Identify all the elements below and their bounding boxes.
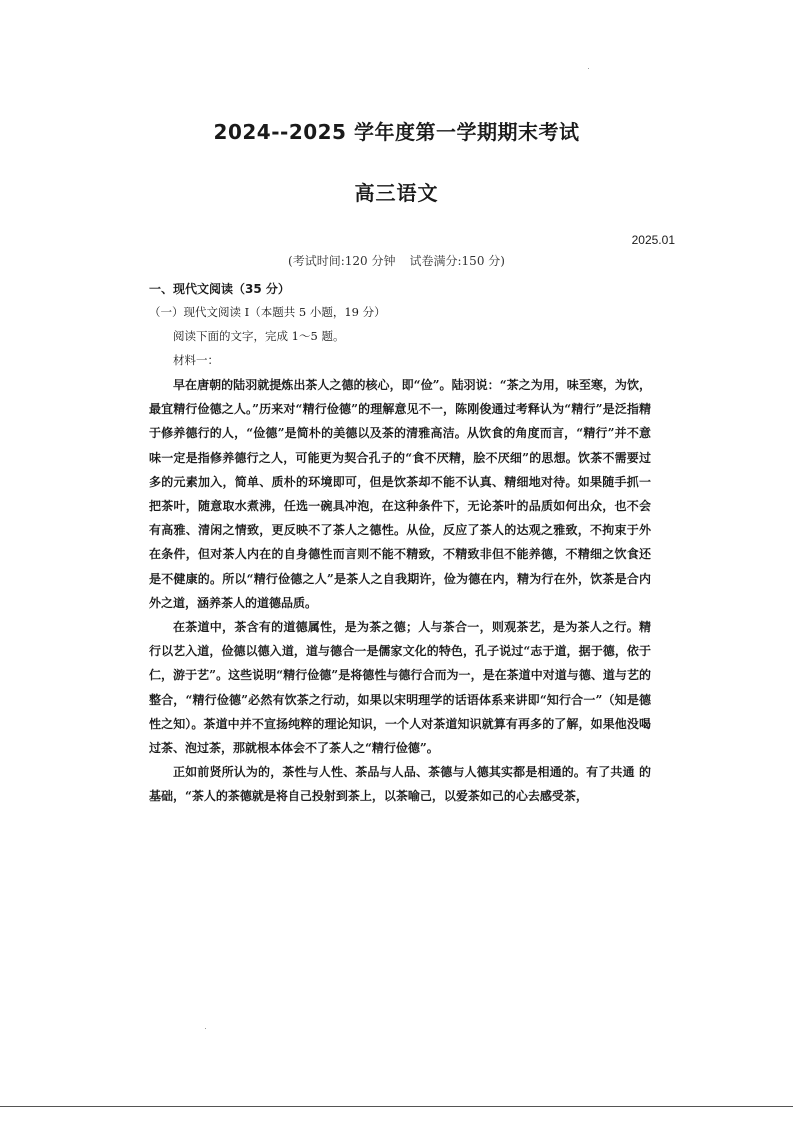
- exam-date: 2025.01: [631, 233, 675, 247]
- sub-section-heading: （一）现代文阅读 I（本题共 5 小题，19 分）: [149, 305, 386, 319]
- passage-body: [149, 373, 651, 809]
- passage-paragraph: 在茶道中，茶含有的道德属性，是为茶之德；人与茶合一，则观茶艺，是为茶人之行。精行以艺入道，俭德以德入道，道与德合一是儒家文化的特色，孔子说过“志于道，据于德，依于仁，游于艺”。这些说明“精行俭德”是将德性与德行合而为一，是在茶道中对道与德、道与艺的整合，“精行俭德”必然有饮茶之行动，如果以宋明理学的话语体系来讲即“知行合一”（知是德性之知）。茶道中并不宣扬纯粹的理论知识，一个人对茶道知识就算有再多的了解，如果他没喝过茶、泡过茶，那就根本体会不了茶人之“精行俭德”。: [149, 620, 651, 756]
- reading-instruction: 阅读下面的文字，完成 1～5 题。: [173, 329, 345, 343]
- scan-dot-mark: [205, 1028, 206, 1029]
- exam-time: (考试时间:120 分钟: [288, 254, 396, 268]
- full-score: 试卷满分:150 分): [409, 254, 505, 268]
- subject-title: 高三语文: [354, 181, 439, 205]
- scan-dot-mark: [588, 68, 589, 69]
- section-heading: 一、现代文阅读（35 分）: [149, 282, 290, 296]
- page-bottom-rule: [0, 1106, 793, 1107]
- passage-paragraph: 早在唐朝的陆羽就提炼出茶人之德的核心，即“俭”。陆羽说：“茶之为用，味至寒，为饮，最宜精行俭德之人。”历来对“精行俭德”的理解意见不一，陈刚俊通过考释认为“精行”是泛指精于修养德行的人，“俭德”是简朴的美德以及茶的清雅高洁。从饮食的角度而言，“精行”并不意味一定是指修养德行之人，可能更为契合孔子的“食不厌精，脍不厌细”的思想。饮茶不需要过多的元素加入，简单、质朴的环境即可，但是饮茶却不能不认真、精细地对待。如果随手抓一把茶叶，随意取水煮沸，任选一碗具冲泡，在这种条件下，无论茶叶的品质如何出众，也不会有高雅、清闲之情致，更反映不了茶人之德性。从俭，反应了茶人的达观之雅致，不拘束于外在条件，但对茶人内在的自身德性而言则不能不精致，不精致非但不能养德，不精细之饮食还是不健康的。所以“精行俭德之人”是茶人之自我期许，俭为德在内，精为行在外，饮茶是合内外之道，涵养茶人的道德品质。: [149, 378, 651, 610]
- exam-title: 2024--2025 学年度第一学期期末考试: [213, 120, 580, 144]
- material-label: 材料一：: [173, 353, 219, 367]
- exam-info: [0, 252, 793, 269]
- passage-paragraph: 正如前贤所认为的，茶性与人性、茶品与人品、茶德与人德其实都是相通的。有了共通 的基础，“茶人的茶德就是将自己投射到茶上，以茶喻己，以爱茶如己的心去感受茶，: [149, 765, 651, 804]
